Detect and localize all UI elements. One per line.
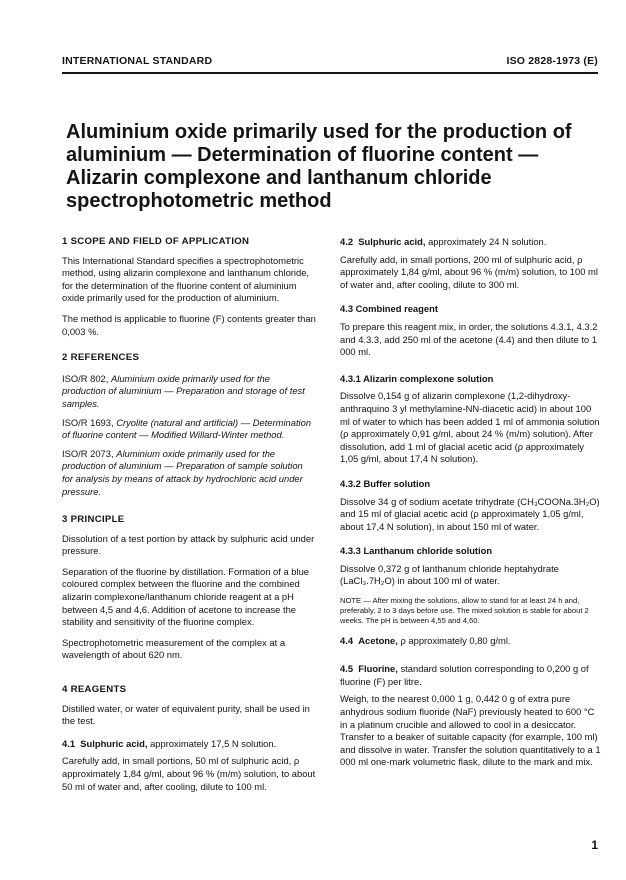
paragraph: The method is applicable to fluorine (F) contents greater than 0,003 %. xyxy=(62,312,316,337)
header-standard-number: ISO 2828-1973 (E) xyxy=(506,55,598,67)
page-number: 1 xyxy=(591,838,598,852)
subsection-heading-4-3: 4.3 Combined reagent xyxy=(340,303,438,315)
paragraph: Dissolve 0,372 g of lanthanum chloride heptahydrate (LaCl₃.7H₂O) in about 100 ml of water. xyxy=(340,562,559,587)
subsection-heading-4-2 xyxy=(340,236,602,249)
paragraph: Dissolve 0,154 g of alizarin complexone (1,2-dihydroxy-anthraquino 3 yl methylamine-NN-diacetic acid) in about 100 ml of water to which has been added 1 ml of ammonia solution (ρ approximately 0,91 g/ml, about 24 % (m/m) solution). After dissolution, add 1 ml of glacial acetic acid (ρ approximately 1,05 g/ml, about 17,4 N solution). xyxy=(340,390,600,465)
reagent-spec: standard solution corresponding to 0,200 g of fluorine (F) per litre. xyxy=(340,663,589,687)
subsection-heading-4-4 xyxy=(340,635,602,648)
reference-title: Cryolite (natural and artificial) — Determination of fluorine content — Modified Willard-Winter method. xyxy=(62,416,312,441)
section-heading: 2 REFERENCES xyxy=(62,352,140,364)
reference-item xyxy=(62,373,316,411)
reference-item xyxy=(62,448,316,498)
subsection-number: 4.4 xyxy=(340,634,354,646)
subsection-heading-4-3-3: 4.3.3 Lanthanum chloride solution xyxy=(340,545,493,557)
paragraph: Spectrophotometric measurement of the complex at a wavelength of about 620 nm. xyxy=(62,636,286,661)
subsection-heading-4-3-1: 4.3.1 Alizarin complexone solution xyxy=(340,372,494,384)
right-column xyxy=(340,236,602,777)
reagent-name: Sulphuric acid, xyxy=(358,236,426,247)
section-scope xyxy=(62,236,316,338)
paragraph: Weigh, to the nearest 0,000 1 g, 0,442 0 g of extra pure anhydrous sodium fluoride (NaF) previously heated to 600 °C in a platinum crucible and allowed to cool in a desiccator. Transfer to a beaker of suitable capacity (for example, 100 ml) and dissolve in water. Transfer the solution quantitatively to a 1 000 ml one-mark volumetric flask, dilute to the mark and mix. xyxy=(340,693,601,768)
reagent-spec: approximately 24 N solution. xyxy=(428,236,547,247)
subsection-heading-4-1 xyxy=(62,738,316,751)
left-column xyxy=(62,236,316,801)
reagent-spec: approximately 17,5 N solution. xyxy=(150,737,277,749)
header-rule xyxy=(62,72,598,74)
subsection-number: 4.5 xyxy=(340,663,354,675)
paragraph: This International Standard specifies a spectrophotometric method, using alizarin complexone and lanthanum chloride, for the determination of the fluorine content of aluminium oxide primarily used for the production of aluminium. xyxy=(62,254,310,304)
subsection-heading-4-5 xyxy=(340,663,602,688)
paragraph: Dissolution of a test portion by attack by sulphuric acid under pressure. xyxy=(62,532,315,557)
reference-title: Aluminium oxide primarily used for the production of aluminium — Preparation of sample solution for analysis by means of attack by hydrochloric acid under pressure. xyxy=(62,447,303,497)
paragraph: To prepare this reagent mix, in order, the solutions 4.3.1, 4.3.2 and 4.3.3, add 250 ml of the acetone (4.4) and then dilute to 1 000 ml. xyxy=(340,320,598,358)
section-principle xyxy=(62,514,316,662)
reagent-spec: ρ approximately 0,80 g/ml. xyxy=(400,634,511,646)
reference-number: ISO/R 802, xyxy=(62,372,109,384)
section-heading: 3 PRINCIPLE xyxy=(62,514,125,526)
subsection-heading-4-3-2: 4.3.2 Buffer solution xyxy=(340,477,431,489)
paragraph: Dissolve 34 g of sodium acetate trihydrate (CH₃COONa.3H₂O) and 15 ml of glacial acetic acid (ρ approximately 1,05 g/ml, about 17,4 N solution), in about 150 ml of water. xyxy=(340,495,600,532)
paragraph: Separation of the fluorine by distillation. Formation of a blue coloured complex between the fluorine and the combined alizarin complexone/lanthanum chloride reagent at a pH between 4,5 and 4,6. Addition of acetone to increase the stability and sensitivity of the fluorine complex. xyxy=(62,565,310,628)
page-header xyxy=(62,55,598,69)
header-left: INTERNATIONAL STANDARD xyxy=(62,55,213,67)
section-references xyxy=(62,352,316,498)
subsection-number: 4.1 xyxy=(62,737,76,749)
paragraph: Distilled water, or water of equivalent purity, shall be used in the test. xyxy=(62,702,310,727)
reference-title: Aluminium oxide primarily used for the production of aluminium — Preparation and storage of test samples. xyxy=(62,372,305,409)
reference-number: ISO/R 2073, xyxy=(62,447,114,459)
subsection-number: 4.2 xyxy=(340,236,354,247)
paragraph: Carefully add, in small portions, 200 ml of sulphuric acid, ρ approximately 1,84 g/ml, about 96 % (m/m) solution, to 100 ml of water and, after cooling, dilute to 300 ml. xyxy=(340,253,598,290)
reagent-name: Acetone, xyxy=(358,634,398,646)
paragraph: Carefully add, in small portions, 50 ml of sulphuric acid, ρ approximately 1,84 g/ml, about 96 % (m/m) solution, to about 50 ml of water and, after cooling, dilute to 100 ml. xyxy=(62,755,316,792)
document-title: Aluminium oxide primarily used for the production of aluminium — Determination of fluorine content — Alizarin complexone and lanthanum chloride spectrophotometric method xyxy=(66,121,572,212)
section-reagents xyxy=(62,684,316,793)
section-heading: 4 REAGENTS xyxy=(62,684,127,696)
note: NOTE — After mixing the solutions, allow to stand for at least 24 h and, preferably, 2 to 3 days before use. The mixed solution is stable for about 2 weeks. The pH is between 4,55 and 4,60. xyxy=(340,596,589,626)
reagent-name: Fluorine, xyxy=(358,663,398,675)
reagent-name: Sulphuric acid, xyxy=(80,737,148,749)
reference-number: ISO/R 1693, xyxy=(62,416,114,428)
reference-item xyxy=(62,417,316,442)
section-heading: 1 SCOPE AND FIELD OF APPLICATION xyxy=(62,236,250,247)
